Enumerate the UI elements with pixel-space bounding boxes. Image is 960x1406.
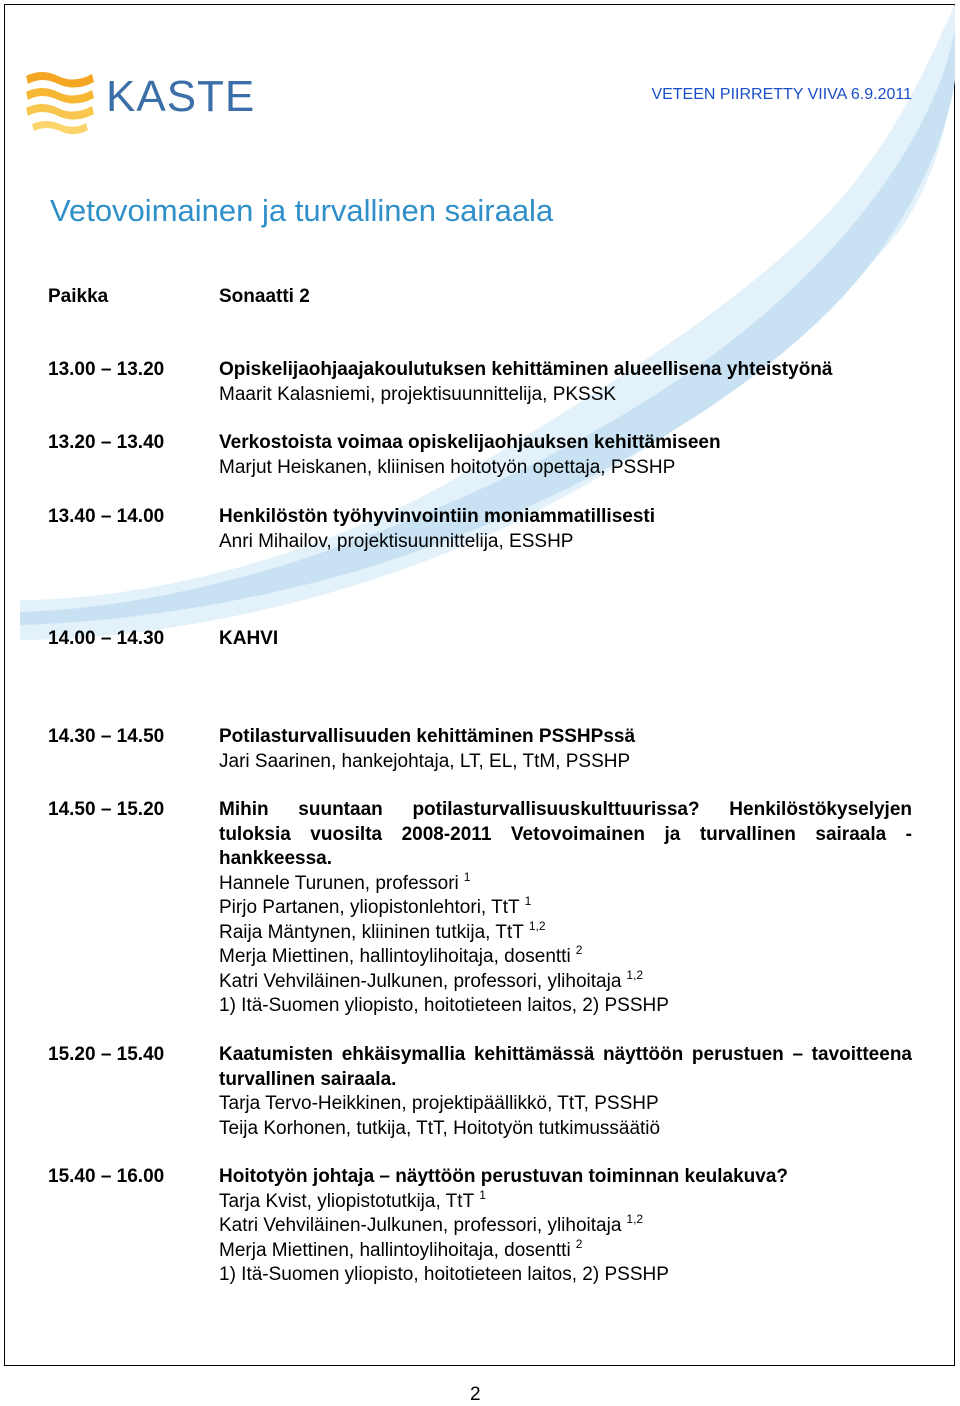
session-title: Kaatumisten ehkäisymallia kehittämässä näyttöön perustuen – tavoitteena turvallinen sairaala. — [219, 1044, 912, 1090]
speaker: Hannele Turunen, professori $^1$ — [219, 869, 471, 894]
logo-wordmark: KASTE — [106, 72, 256, 121]
session-time: 14.30 – 14.50 — [48, 726, 165, 747]
header-date: VETEEN PIIRRETTY VIIVA 6.9.2011 — [651, 86, 912, 103]
speaker: Pirjo Partanen, yliopistonlehtori, TtT $^1$ — [219, 894, 532, 918]
speaker: Raija Mäntynen, kliininen tutkija, TtT $^{1,2}$ — [219, 918, 546, 943]
speaker: Merja Miettinen, hallintoylihoitaja, dosentti $^2$ — [219, 1236, 583, 1261]
speaker: Katri Vehviläinen-Julkunen, professori, ylihoitaja $^{1,2}$ — [219, 967, 644, 992]
speaker: Maarit Kalasniemi, projektisuunnittelija, PKSSK — [219, 383, 617, 405]
session-title: Potilasturvallisuuden kehittäminen PSSHPssä — [219, 726, 636, 747]
session-time: 13.20 – 13.40 — [48, 432, 165, 453]
session-title: Verkostoista voimaa opiskelijaohjauksen kehittämiseen — [219, 432, 721, 453]
place-label: Paikka — [48, 286, 109, 307]
session-time: 13.40 – 14.00 — [48, 506, 165, 527]
speaker: Jari Saarinen, hankejohtaja, LT, EL, TtM, PSSHP — [219, 750, 631, 772]
speaker: Anri Mihailov, projektisuunnittelija, ESSHP — [219, 530, 574, 552]
session-time: 14.50 – 15.20 — [48, 799, 165, 820]
session-time: 15.20 – 15.40 — [48, 1044, 165, 1065]
page-number: 2 — [470, 1384, 481, 1405]
affiliation-note: 1) Itä-Suomen yliopisto, hoitotieteen laitos, 2) PSSHP — [219, 1264, 669, 1285]
session-time: 13.00 – 13.20 — [48, 359, 165, 380]
session-time: 14.00 – 14.30 — [48, 628, 165, 649]
session-title: KAHVI — [219, 628, 279, 649]
speaker: Katri Vehviläinen-Julkunen, professori, ylihoitaja $^{1,2}$ — [219, 1212, 644, 1236]
session-title: Hoitotyön johtaja – näyttöön perustuvan toiminnan keulakuva? — [219, 1166, 789, 1187]
speaker: Marjut Heiskanen, kliinisen hoitotyön opettaja, PSSHP — [219, 456, 676, 478]
session-title: Opiskelijaohjaajakoulutuksen kehittäminen alueellisena yhteistyönä — [219, 359, 833, 380]
affiliation-note: 1) Itä-Suomen yliopisto, hoitotieteen laitos, 2) PSSHP — [219, 995, 669, 1016]
speaker: Merja Miettinen, hallintoylihoitaja, dosentti $^2$ — [219, 943, 583, 967]
kaste-logo-icon — [22, 68, 102, 138]
session-title: Henkilöstön työhyvinvointiin moniammatillisesti — [219, 506, 656, 527]
session-title: Mihin suuntaan potilasturvallisuuskulttuurissa? Henkilöstökyselyjen tuloksia vuosilta 2008-2011 Vetovoimainen ja turvallinen sairaala -hankkeessa. — [219, 799, 912, 869]
speaker: Tarja Tervo-Heikkinen, projektipäällikkö, TtT, PSSHP — [219, 1093, 659, 1114]
page-title: Vetovoimainen ja turvallinen sairaala — [50, 193, 554, 228]
speaker: Teija Korhonen, tutkija, TtT, Hoitotyön tutkimussäätiö — [219, 1117, 661, 1139]
speaker: Tarja Kvist, yliopistotutkija, TtT $^1$ — [219, 1187, 486, 1212]
session-time: 15.40 – 16.00 — [48, 1166, 165, 1187]
place-value: Sonaatti 2 — [219, 286, 310, 307]
